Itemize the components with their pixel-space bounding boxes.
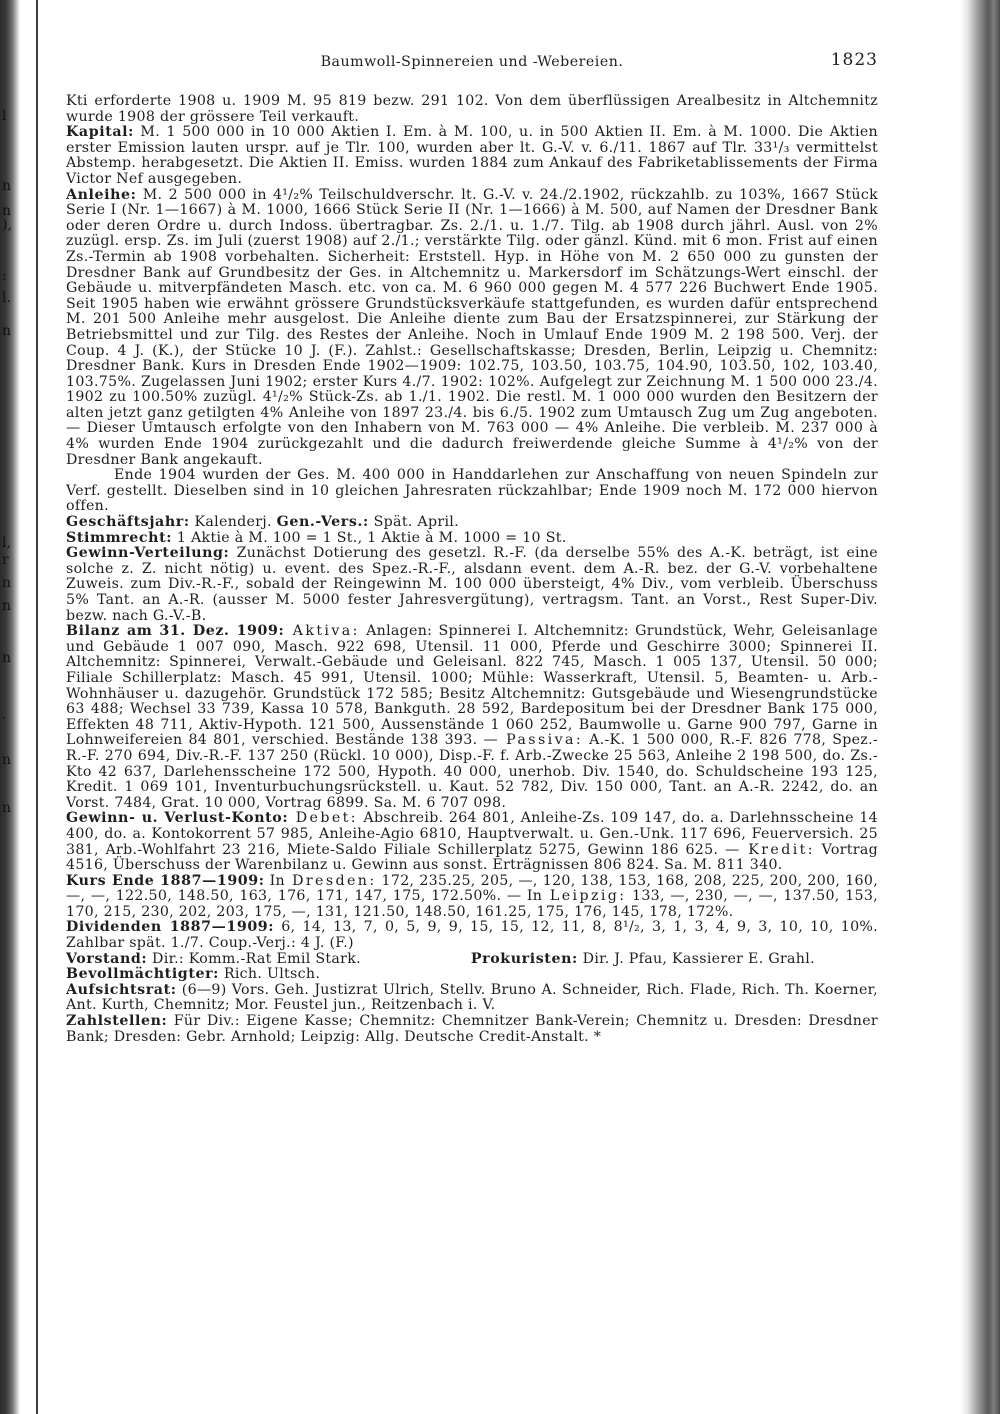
passiva-text: A.-K. 1 500 000, R.-F. 826 778, Spez.-R.-F. 270 694, Div.-R.-F. 137 250 (Rückl. 10 000), Disp.-F. f. Arb.-Zwecke 25 563, Anleihe 2 198 500, do. Zs.-Kto 42 637, Darlehensscheine 172 500, Hypoth. 40 000, unerhob. Div. 1540, do. Schuldscheine 193 125, Kredit. 1 069 101, Inventurbuchungsrückstell. u. Kaut. 52 782, Div. 150 000, Tant. an A.-R. 2242, do. an Vorst. 7484, Grat. 10 000, Vortrag 6899. Sa. M. 6 707 098. [66,732,878,811]
stimmrecht-text: 1 Aktie à M. 100 = 1 St., 1 Aktie à M. 1000 = 10 St. [172,529,567,546]
anleihe-paragraph [66,188,878,469]
vorstand-paragraph [66,952,878,968]
margin-mark: n [2,203,12,219]
kredit-text: Vortrag 4516, Überschuss der Warenbilanz u. Gewinn aus sonst. Erträgnissen 806 824. Sa. M. 811 340. [66,841,878,874]
left-margin-marks [0,0,14,1414]
bevollmaechtigter-label: Bevollmächtigter: [66,966,220,983]
intro-text: Kti erforderte 1908 u. 1909 M. 95 819 bezw. 291 102. Von dem überflüssigen Arealbesitz in Altchemnitz wurde 1908 der grössere Teil verkauft. [66,94,878,125]
kapital-label: Kapital: [66,124,135,141]
margin-mark: l, [2,535,11,551]
kurs-paragraph [66,874,878,921]
gewinnverteilung-label: Gewinn-Verteilung: [66,545,230,562]
prokuristen-label: Prokuristen: [470,950,578,967]
dresden-label: Dresden: [284,872,377,889]
dividenden-paragraph [66,920,878,951]
margin-mark: l. [2,290,11,306]
kapital-text: M. 1 500 000 in 10 000 Aktien I. Em. à M. 100, u. in 500 Aktien II. Em. à M. 1000. Die Aktien erster Emission lauten urspr. auf je Tlr. 100, wurden aber lt. G.-V. v. 6./11. 1867 auf Tlr. 33¹/₃ vermittelst Abstemp. herabgesetzt. Die Aktien II. Emiss. wurden 1884 zum Ankauf des Fabriketablissements der Firma Victor Nef ausgegeben. [66,124,878,187]
margin-mark: n [2,323,12,339]
dresden-values: 172, 235.25, 205, —, 120, 138, 153, 168, 208, 225, 200, 200, 160, —, —, 122.50, 148.50, 163, 176, 171, 147, 175, 172.50%. — In [66,872,878,905]
page-number: 1823 [830,50,878,70]
handdarlehen-text: Ende 1904 wurden der Ges. M. 400 000 in Handdarlehen zur Anschaffung von neuen Spindeln zur Verf. gestellt. Dieselben sind in 10 gleichen Jahresraten rückzahlbar; Ende 1909 noch M. 172 000 hiervon offen. [66,467,878,515]
scan-left-rule [36,0,38,1414]
aufsichtsrat-label: Aufsichtsrat: [66,981,177,998]
margin-mark: n [2,800,12,816]
gewinnverteilung-paragraph [66,546,878,624]
aufsichtsrat-paragraph [66,983,878,1014]
margin-mark: n [2,178,12,194]
intro-paragraph [66,94,878,125]
genvers-text: Spät. April. [368,514,459,531]
genvers-label: Gen.-Vers.: [276,514,369,531]
margin-mark: n [2,598,12,614]
leipzig-values: 133, —, 230, —, —, 137.50, 153, 170, 215, 230, 202, 203, 175, —, 131, 121.50, 148.50, 161.25, 175, 176, 145, 178, 172%. [66,888,878,920]
stimmrecht-paragraph [66,531,878,547]
margin-mark: r [2,552,9,568]
page-header [66,50,878,76]
margin-mark: ), [2,217,12,233]
margin-mark: n [2,752,12,768]
kredit-label: Kredit: [739,841,815,858]
geschaeftsjahr-label: Geschäftsjahr: [66,514,190,531]
handdarlehen-paragraph [66,468,878,515]
margin-mark: . [2,707,7,723]
passiva-label: Passiva: [497,732,584,749]
debet-text: Abschreib. 264 801, Anleihe-Zs. 109 147, do. a. Darlehnsscheine 14 400, do. a. Kontokorrent 57 985, Anleihe-Agio 6810, Hauptverwalt. u. Gen.-Unk. 117 696, Feuerversich. 25 381, Arb.-Wohlfahrt 23 216, Miete-Saldo Filiale Schillerplatz 5275, Gewinn 186 625. — [66,810,878,858]
kurs-text-in: In [264,872,285,889]
vorstand-label: Vorstand: [66,950,148,967]
dividenden-label: Dividenden 1887—1909: [66,919,275,936]
article-body [66,94,878,1316]
leipzig-label: Leipzig: [542,888,627,905]
kapital-paragraph [66,125,878,187]
margin-mark: : [2,268,7,284]
gewinn-verlust-paragraph [66,811,878,873]
kurs-label: Kurs Ende 1887—1909: [66,872,265,889]
gewinn-verlust-label: Gewinn- u. Verlust-Konto: [66,810,289,827]
prokuristen-text: Dir. J. Pfau, Kassierer E. Grahl. [577,950,815,967]
margin-mark: l [2,108,7,124]
debet-label: Debet: [288,810,358,827]
bilanz-label: Bilanz am 31. Dez. 1909: [66,623,285,640]
bilanz-paragraph [66,624,878,811]
dividenden-text: 6, 14, 13, 7, 0, 5, 9, 9, 15, 15, 12, 11, 8, 8¹/₂, 3, 1, 3, 4, 9, 3, 10, 10, 10%. Zahlbar spät. 1./7. Coup.-Verj.: 4 J. (F.) [66,919,878,952]
zahlstellen-paragraph [66,1014,878,1045]
aufsichtsrat-text: (6—9) Vors. Geh. Justizrat Ulrich, Stellv. Bruno A. Schneider, Rich. Flade, Rich. Th. Koerner, Ant. Kurth, Chemnitz; Mor. Feustel jun., Reitzenbach i. V. [66,981,878,1014]
margin-mark: n [2,575,12,591]
margin-mark: n [2,650,12,666]
geschaeftsjahr-paragraph [66,515,878,531]
aktiva-text: Anlagen: Spinnerei I. Altchemnitz: Grundstück, Wehr, Geleisanlage und Gebäude 1 007 090, Masch. 922 698, Utensil. 11 000, Pferde und Geschirre 3000; Spinnerei II. Altchemnitz: Spinnerei, Verwalt.-Gebäude und Geleisanl. 822 745, Masch. 1 005 137, Utensil. 50 000; Filiale Schillerplatz: Masch. 45 991, Utensil. 1000; Mühle: Wasserkraft, Utensil. 5, Beamten- u. Arb.-Wohnhäuser u. dazugehör. Grundstück 172 585; Besitz Altchemnitz: Gutsgebäude und Wiesengrundstücke 63 488; Wechsel 33 739, Kassa 10 578, Bankguth. 28 592, Bardepositum bei der Dresdner Bank 175 000, Effekten 48 711, Aktiv-Hypoth. 121 500, Aussenstände 1 060 252, Baumwolle u. Garne 900 797, Garne in Lohnweifereien 84 801, verschied. Bestände 138 393. — [66,623,878,749]
scan-right-edge [960,0,1000,1414]
zahlstellen-text: Für Div.: Eigene Kasse; Chemnitz: Chemnitzer Bank-Verein; Chemnitz u. Dresden: Dresdner Bank; Dresden: Gebr. Arnhold; Leipzig: Allg. Deutsche Credit-Anstalt. * [66,1013,878,1045]
gewinnverteilung-text: Zunächst Dotierung des gesetzl. R.-F. (da derselbe 55% des A.-K. beträgt, ist eine solche z. Z. nicht nötig) u. event. des Spez.-R.-F., alsdann event. dem A.-R. bez. der G.-V. vorbehaltene Zuweis. zum Div.-R.-F., sobald der Reingewinn M. 100 000 übersteigt, 4% Div., vom verbleib. Überschuss 5% Tant. an A.-R. (ausser M. 5000 fester Jahresvergütung), vertragsm. Tant. an Vorst., Rest Super-Div. bezw. nach G.-V.-B. [66,545,878,624]
anleihe-text: M. 2 500 000 in 4¹/₂% Teilschuldverschr. lt. G.-V. v. 24./2.1902, rückzahlb. zu 103%, 1667 Stück Serie I (Nr. 1—1667) à M. 1000, 1666 Stück Serie II (Nr. 1—1666) à M. 500, auf Namen der Dresdner Bank oder deren Ordre u. durch Indoss. übertragbar. Zs. 2./1. u. 1./7. Tilg. ab 1908 durch jährl. Ausl. von 2% zuzügl. ersp. Zs. im Juli (zuerst 1908) auf 2./1.; verstärkte Tilg. oder gänzl. Künd. mit 6 mon. Frist auf einen Zs.-Termin ab 1908 vorbehalten. Sicherheit: Erststell. Hyp. in Höhe von M. 2 650 000 zu gunsten der Dresdner Bank auf Grundbesitz der Ges. in Altchemnitz u. Markersdorf im Schätzungs-Wert einschl. der Gebäude u. mitverpfändeten Masch. etc. von ca. M. 6 960 000 gegen M. 4 577 226 Buchwert Ende 1905. Seit 1905 haben wie erwähnt grössere Grundstücksverkäufe stattgefunden, es wurden dafür entsprechend M. 201 500 Anleihe mehr ausgelost. Die Anleihe diente zum Bau der Ersatzspinnerei, zur Stärkung der Betriebsmittel und zur Tilg. des Restes der Anleihe. Noch in Umlauf Ende 1909 M. 2 198 500. Verj. der Coup. 4 J. (K.), der Stücke 10 J. (F.). Zahlst.: Gesellschaftskasse; Dresden, Berlin, Leipzig u. Chemnitz: Dresdner Bank. Kurs in Dresden Ende 1902—1909: 102.75, 103.50, 103.75, 104.90, 103.50, 102, 103.40, 103.75%. Zugelassen Juni 1902; erster Kurs 4./7. 1902: 102%. Aufgelegt zur Zeichnung M. 1 500 000 23./4. 1902 zu 100.50% zuzügl. 4¹/₂% Stück-Zs. ab 1./1. 1902. Die restl. M. 1 000 000 wurden den Besitzern der alten jetzt ganz getilgten 4% Anleihe von 1897 23./4. bis 6./5. 1902 zum Umtausch Zug um Zug angeboten. — Dieser Umtausch erfolgte von den Inhabern von M. 763 000 — 4% Anleihe. Die verbleib. M. 237 000 à 4% wurden Ende 1904 zurückgezahlt und die dadurch freiwerdende gleiche Summe à 4¹/₂% von der Dresdner Bank angekauft. [66,186,878,468]
geschaeftsjahr-text: Kalenderj. [189,514,272,531]
anleihe-label: Anleihe: [66,186,137,203]
bevollmaechtigter-paragraph [66,967,878,983]
vorstand-text: Dir.: Komm.-Rat Emil Stark. [147,950,361,967]
stimmrecht-label: Stimmrecht: [66,529,173,546]
running-title: Baumwoll-Spinnereien und -Webereien. [320,54,624,70]
bevollmaechtigter-text: Rich. Ultsch. [219,966,321,983]
aktiva-label: Aktiva: [284,623,360,640]
zahlstellen-label: Zahlstellen: [66,1013,168,1030]
